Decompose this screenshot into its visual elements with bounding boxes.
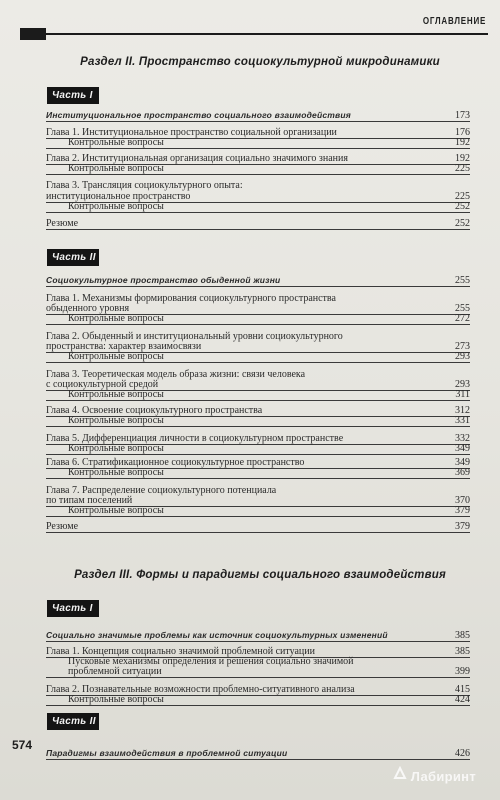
entry-page: 225	[455, 163, 470, 174]
entry-text: Глава 1. Механизмы формирования социокультурного пространства	[46, 293, 336, 304]
control-questions-entry	[46, 137, 470, 149]
entry-text: обыденного уровня	[46, 303, 130, 314]
entry-text: Глава 7. Распределение социокультурного потенциала	[46, 485, 277, 496]
entry-page: 369	[455, 467, 470, 478]
running-head: ОГЛАВЛЕНИЕ	[422, 16, 486, 27]
entry-text: Резюме	[46, 521, 79, 532]
entry-page: 399	[455, 666, 470, 677]
entry-text: Социокультурное пространство обыденной жизни	[46, 275, 281, 285]
entry-text: Глава 2. Познавательные возможности проблемно-ситуативного анализа	[46, 684, 355, 695]
control-questions-entry	[46, 666, 470, 678]
entry-text: Контрольные вопросы	[68, 415, 164, 426]
entry-page: 426	[455, 748, 470, 759]
entry-text: Резюме	[46, 218, 79, 229]
entry-text: Глава 2. Институциональная организация социально значимого знания	[46, 153, 348, 164]
entry-page: 331	[455, 415, 470, 426]
entry-text: Глава 6. Стратификационное социокультурное пространство	[46, 457, 305, 468]
entry-text: Институциональное пространство социального взаимодействия	[46, 110, 351, 120]
control-questions-entry	[46, 389, 470, 401]
entry-text: Контрольные вопросы	[68, 389, 164, 400]
watermark: Лабиринт	[410, 769, 476, 784]
control-questions-entry	[46, 505, 470, 517]
entry-text: Глава 1. Институциональное пространство социальной организации	[46, 127, 337, 138]
entry-text: Глава 4. Освоение социокультурного пространства	[46, 405, 263, 416]
entry-text: институциональное пространство	[46, 191, 191, 202]
entry-page: 370	[455, 495, 470, 506]
entry-text: Глава 1. Концепция социально значимой проблемной ситуации	[46, 646, 315, 657]
chapter-entry	[46, 218, 470, 230]
part-heading	[46, 630, 470, 642]
entry-text: Контрольные вопросы	[68, 313, 164, 324]
entry-text: Социально значимые проблемы как источник социокультурных изменений	[46, 630, 388, 640]
control-questions-entry	[46, 201, 470, 213]
control-questions-entry	[46, 163, 470, 175]
chapter-entry	[46, 521, 470, 533]
control-questions-entry	[46, 467, 470, 479]
entry-page: 273	[455, 341, 470, 352]
entry-page: 255	[455, 275, 470, 286]
entry-page: 272	[455, 313, 470, 324]
part-heading	[46, 275, 470, 287]
entry-page: 349	[455, 457, 470, 468]
entry-page: 349	[455, 443, 470, 454]
entry-page: 293	[455, 351, 470, 362]
entry-text: по типам поселений	[46, 495, 133, 506]
part-badge: Часть I	[47, 87, 99, 104]
entry-text: Контрольные вопросы	[68, 505, 164, 516]
entry-page: 176	[455, 127, 470, 138]
entry-page: 385	[455, 646, 470, 657]
entry-page: 379	[455, 505, 470, 516]
entry-page: 252	[455, 201, 470, 212]
control-questions-entry	[46, 351, 470, 363]
entry-text: Контрольные вопросы	[68, 467, 164, 478]
entry-text: Пусковые механизмы определения и решения социально значимой	[68, 656, 354, 667]
entry-text: Контрольные вопросы	[68, 201, 164, 212]
part-heading	[46, 748, 470, 760]
entry-page: 225	[455, 191, 470, 202]
page-number: 574	[12, 738, 33, 752]
entry-page: 379	[455, 521, 470, 532]
entry-text: Глава 2. Обыденный и институциональный уровни социокультурного	[46, 331, 343, 342]
entry-text: Контрольные вопросы	[68, 137, 164, 148]
entry-text: Парадигмы взаимодействия в проблемной ситуации	[46, 748, 288, 758]
section-title: Раздел II. Пространство социокультурной микродинамики	[80, 56, 440, 68]
part-badge: Часть I	[47, 600, 99, 617]
entry-page: 192	[455, 153, 470, 164]
entry-text: с социокультурной средой	[46, 379, 159, 390]
entry-page: 311	[455, 389, 470, 400]
control-questions-entry	[46, 443, 470, 455]
entry-page: 293	[455, 379, 470, 390]
entry-page: 385	[455, 630, 470, 641]
entry-page: 252	[455, 218, 470, 229]
entry-page: 424	[455, 694, 470, 705]
entry-text: Контрольные вопросы	[68, 443, 164, 454]
entry-page: 255	[455, 303, 470, 314]
entry-text: Контрольные вопросы	[68, 694, 164, 705]
entry-text: Контрольные вопросы	[68, 163, 164, 174]
part-badge: Часть II	[47, 713, 99, 730]
entry-page: 415	[455, 684, 470, 695]
section-title: Раздел III. Формы и парадигмы социального взаимодействия	[74, 569, 446, 581]
entry-text: проблемной ситуации	[68, 666, 162, 677]
labyrinth-logo-icon	[393, 766, 407, 780]
header-block	[20, 28, 46, 40]
part-heading	[46, 110, 470, 122]
entry-text: Глава 3. Теоретическая модель образа жизни: связи человека	[46, 369, 306, 380]
entry-page: 173	[455, 110, 470, 121]
entry-page: 312	[455, 405, 470, 416]
header-rule	[20, 33, 488, 35]
entry-text: Контрольные вопросы	[68, 351, 164, 362]
chapter-entry	[46, 180, 470, 191]
entry-page: 332	[455, 433, 470, 444]
control-questions-entry	[46, 313, 470, 325]
part-badge: Часть II	[47, 249, 99, 266]
control-questions-entry	[46, 694, 470, 706]
entry-page: 192	[455, 137, 470, 148]
entry-text: Глава 5. Дифференциация личности в социокультурном пространстве	[46, 433, 344, 444]
entry-text: Глава 3. Трансляция социокультурного опыта:	[46, 180, 243, 191]
control-questions-entry	[46, 415, 470, 427]
entry-text: пространства: характер взаимосвязи	[46, 341, 202, 352]
